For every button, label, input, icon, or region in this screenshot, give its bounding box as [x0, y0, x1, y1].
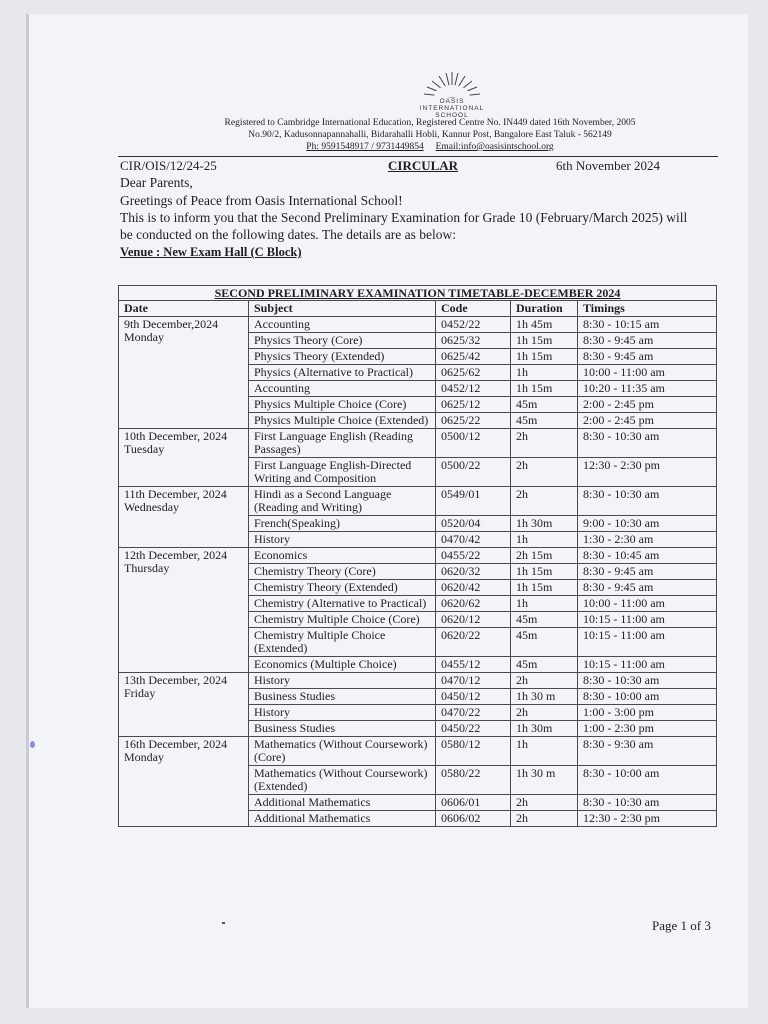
- logo-line-1: OASIS: [439, 98, 465, 105]
- timing-cell: 8:30 - 10:30 am: [578, 487, 717, 516]
- table-row: [119, 737, 717, 766]
- duration-cell: 1h 15m: [511, 564, 578, 580]
- subject-cell: Additional Mathematics: [249, 811, 436, 827]
- subject-cell: Business Studies: [249, 721, 436, 737]
- duration-cell: 1h 15m: [511, 580, 578, 596]
- circular-number: CIR/OIS/12/24-25: [120, 158, 217, 173]
- subject-cell: French(Speaking): [249, 516, 436, 532]
- subject-cell: Mathematics (Without Coursework) (Core): [249, 737, 436, 766]
- table-row: [119, 673, 717, 689]
- exam-date-cell: [119, 487, 249, 548]
- timing-cell: 10:15 - 11:00 am: [578, 612, 717, 628]
- table-row: [119, 548, 717, 564]
- duration-cell: 2h: [511, 673, 578, 689]
- code-cell: 0549/01: [436, 487, 511, 516]
- exam-date: 12th December, 2024: [124, 548, 228, 562]
- timing-cell: 8:30 - 9:45 am: [578, 580, 717, 596]
- column-header-subject: Subject: [249, 301, 436, 317]
- timing-cell: 8:30 - 10:00 am: [578, 689, 717, 705]
- exam-weekday: Tuesday: [124, 442, 165, 456]
- timing-cell: 12:30 - 2:30 pm: [578, 811, 717, 827]
- table-row: [119, 317, 717, 333]
- subject-cell: Hindi as a Second Language (Reading and Writing): [249, 487, 436, 516]
- duration-cell: 1h: [511, 365, 578, 381]
- code-cell: 0455/22: [436, 548, 511, 564]
- timing-cell: 10:15 - 11:00 am: [578, 657, 717, 673]
- timing-cell: 1:30 - 2:30 am: [578, 532, 717, 548]
- duration-cell: 2h: [511, 429, 578, 458]
- code-cell: 0606/01: [436, 795, 511, 811]
- exam-date: 11th December, 2024: [124, 487, 227, 501]
- code-cell: 0625/42: [436, 349, 511, 365]
- timing-cell: 8:30 - 9:30 am: [578, 737, 717, 766]
- timing-cell: 8:30 - 10:00 am: [578, 766, 717, 795]
- subject-cell: Chemistry (Alternative to Practical): [249, 596, 436, 612]
- table-row: [119, 429, 717, 458]
- timing-cell: 8:30 - 9:45 am: [578, 564, 717, 580]
- code-cell: 0452/22: [436, 317, 511, 333]
- duration-cell: 2h: [511, 795, 578, 811]
- school-logo: [412, 72, 492, 119]
- page-number: Page 1 of 3: [652, 918, 711, 933]
- subject-cell: Chemistry Theory (Core): [249, 564, 436, 580]
- logo-line-3: SCHOOL: [435, 112, 469, 119]
- exam-date-cell: [119, 429, 249, 487]
- subject-cell: History: [249, 705, 436, 721]
- code-cell: 0470/22: [436, 705, 511, 721]
- exam-weekday: Friday: [124, 686, 156, 700]
- duration-cell: 1h 45m: [511, 317, 578, 333]
- timing-cell: 1:00 - 2:30 pm: [578, 721, 717, 737]
- exam-timetable: [118, 285, 717, 827]
- exam-date-cell: [119, 737, 249, 827]
- contact-line: [150, 142, 710, 153]
- phone-number: Ph: 9591548917 / 9731449854: [306, 142, 424, 152]
- timing-cell: 8:30 - 10:30 am: [578, 795, 717, 811]
- exam-date: 16th December, 2024: [124, 737, 228, 751]
- column-header-code: Code: [436, 301, 511, 317]
- circular-title: CIRCULAR: [388, 158, 459, 173]
- timing-cell: 2:00 - 2:45 pm: [578, 397, 717, 413]
- subject-cell: Economics: [249, 548, 436, 564]
- timing-cell: 12:30 - 2:30 pm: [578, 458, 717, 487]
- subject-cell: Additional Mathematics: [249, 795, 436, 811]
- code-cell: 0620/62: [436, 596, 511, 612]
- timing-cell: 10:15 - 11:00 am: [578, 628, 717, 657]
- code-cell: 0625/12: [436, 397, 511, 413]
- duration-cell: 45m: [511, 397, 578, 413]
- exam-date-cell: [119, 548, 249, 673]
- code-cell: 0520/04: [436, 516, 511, 532]
- subject-cell: History: [249, 532, 436, 548]
- logo-line-2: INTERNATIONAL: [419, 105, 485, 112]
- address-line: No.90/2, Kadusonnapannahalli, Bidarahalli Hobli, Kannur Post, Bangalore East Taluk - 562149: [248, 130, 612, 140]
- duration-cell: 2h: [511, 705, 578, 721]
- subject-cell: Physics Multiple Choice (Core): [249, 397, 436, 413]
- subject-cell: Economics (Multiple Choice): [249, 657, 436, 673]
- column-header-duration: Duration: [511, 301, 578, 317]
- code-cell: 0470/42: [436, 532, 511, 548]
- timing-cell: 8:30 - 9:45 am: [578, 349, 717, 365]
- duration-cell: 1h 15m: [511, 381, 578, 397]
- subject-cell: Chemistry Multiple Choice (Extended): [249, 628, 436, 657]
- subject-cell: First Language English (Reading Passages): [249, 429, 436, 458]
- timing-cell: 8:30 - 10:30 am: [578, 429, 717, 458]
- column-header-timings: Timings: [578, 301, 717, 317]
- timing-cell: 10:00 - 11:00 am: [578, 596, 717, 612]
- code-cell: 0470/12: [436, 673, 511, 689]
- timing-cell: 2:00 - 2:45 pm: [578, 413, 717, 429]
- scan-mark: [222, 922, 225, 924]
- duration-cell: 1h 15m: [511, 333, 578, 349]
- duration-cell: 1h 15m: [511, 349, 578, 365]
- duration-cell: 45m: [511, 628, 578, 657]
- duration-cell: 2h 15m: [511, 548, 578, 564]
- timing-cell: 10:20 - 11:35 am: [578, 381, 717, 397]
- code-cell: 0455/12: [436, 657, 511, 673]
- subject-cell: History: [249, 673, 436, 689]
- column-header-date: Date: [119, 301, 249, 317]
- greeting: Greetings of Peace from Oasis International School!: [120, 193, 403, 208]
- code-cell: 0620/22: [436, 628, 511, 657]
- venue: Venue : New Exam Hall (C Block): [120, 245, 302, 259]
- scan-dot: [30, 741, 35, 748]
- subject-cell: Physics (Alternative to Practical): [249, 365, 436, 381]
- duration-cell: 45m: [511, 657, 578, 673]
- exam-date: 13th December, 2024: [124, 673, 228, 687]
- email-address: Email:info@oasisintschool.org: [435, 142, 554, 152]
- exam-date-cell: [119, 673, 249, 737]
- duration-cell: 1h 30m: [511, 721, 578, 737]
- code-cell: 0452/12: [436, 381, 511, 397]
- exam-date-cell: [119, 317, 249, 429]
- code-cell: 0450/22: [436, 721, 511, 737]
- duration-cell: 2h: [511, 458, 578, 487]
- exam-date: 9th December,2024: [124, 317, 219, 331]
- code-cell: 0620/32: [436, 564, 511, 580]
- sunburst-logo-icon: [420, 72, 484, 98]
- code-cell: 0580/22: [436, 766, 511, 795]
- subject-cell: Chemistry Multiple Choice (Core): [249, 612, 436, 628]
- subject-cell: Chemistry Theory (Extended): [249, 580, 436, 596]
- code-cell: 0500/12: [436, 429, 511, 458]
- exam-weekday: Monday: [124, 750, 164, 764]
- header-divider: [118, 156, 718, 157]
- subject-cell: Accounting: [249, 317, 436, 333]
- subject-cell: Physics Theory (Core): [249, 333, 436, 349]
- subject-cell: Physics Theory (Extended): [249, 349, 436, 365]
- table-row: [119, 487, 717, 516]
- code-cell: 0500/22: [436, 458, 511, 487]
- exam-weekday: Wednesday: [124, 500, 180, 514]
- code-cell: 0625/62: [436, 365, 511, 381]
- duration-cell: 1h 30 m: [511, 689, 578, 705]
- subject-cell: Physics Multiple Choice (Extended): [249, 413, 436, 429]
- registration-line: Registered to Cambridge International Education, Registered Centre No. IN449 dated 16th November, 2005: [224, 118, 636, 128]
- exam-weekday: Monday: [124, 330, 164, 344]
- code-cell: 0620/12: [436, 612, 511, 628]
- subject-cell: Accounting: [249, 381, 436, 397]
- exam-date: 10th December, 2024: [124, 429, 228, 443]
- subject-cell: Business Studies: [249, 689, 436, 705]
- code-cell: 0580/12: [436, 737, 511, 766]
- timing-cell: 8:30 - 10:30 am: [578, 673, 717, 689]
- body-line-1: This is to inform you that the Second Preliminary Examination for Grade 10 (February/March 2025) will: [120, 210, 688, 225]
- exam-weekday: Thursday: [124, 561, 170, 575]
- circular-date: 6th November 2024: [556, 158, 660, 173]
- duration-cell: 1h: [511, 532, 578, 548]
- timetable-title: SECOND PRELIMINARY EXAMINATION TIMETABLE-DECEMBER 2024: [119, 286, 717, 301]
- code-cell: 0620/42: [436, 580, 511, 596]
- timing-cell: 9:00 - 10:30 am: [578, 516, 717, 532]
- code-cell: 0625/32: [436, 333, 511, 349]
- subject-cell: Mathematics (Without Coursework) (Extended): [249, 766, 436, 795]
- body-line-2: be conducted on the following dates. The details are as below:: [120, 227, 457, 242]
- duration-cell: 1h 30 m: [511, 766, 578, 795]
- subject-cell: First Language English-Directed Writing and Composition: [249, 458, 436, 487]
- timing-cell: 1:00 - 3:00 pm: [578, 705, 717, 721]
- timing-cell: 8:30 - 9:45 am: [578, 333, 717, 349]
- duration-cell: 1h: [511, 737, 578, 766]
- code-cell: 0625/22: [436, 413, 511, 429]
- salutation: Dear Parents,: [120, 175, 193, 190]
- duration-cell: 1h: [511, 596, 578, 612]
- duration-cell: 1h 30m: [511, 516, 578, 532]
- duration-cell: 2h: [511, 487, 578, 516]
- code-cell: 0606/02: [436, 811, 511, 827]
- code-cell: 0450/12: [436, 689, 511, 705]
- timing-cell: 10:00 - 11:00 am: [578, 365, 717, 381]
- duration-cell: 45m: [511, 413, 578, 429]
- duration-cell: 2h: [511, 811, 578, 827]
- duration-cell: 45m: [511, 612, 578, 628]
- timing-cell: 8:30 - 10:15 am: [578, 317, 717, 333]
- timing-cell: 8:30 - 10:45 am: [578, 548, 717, 564]
